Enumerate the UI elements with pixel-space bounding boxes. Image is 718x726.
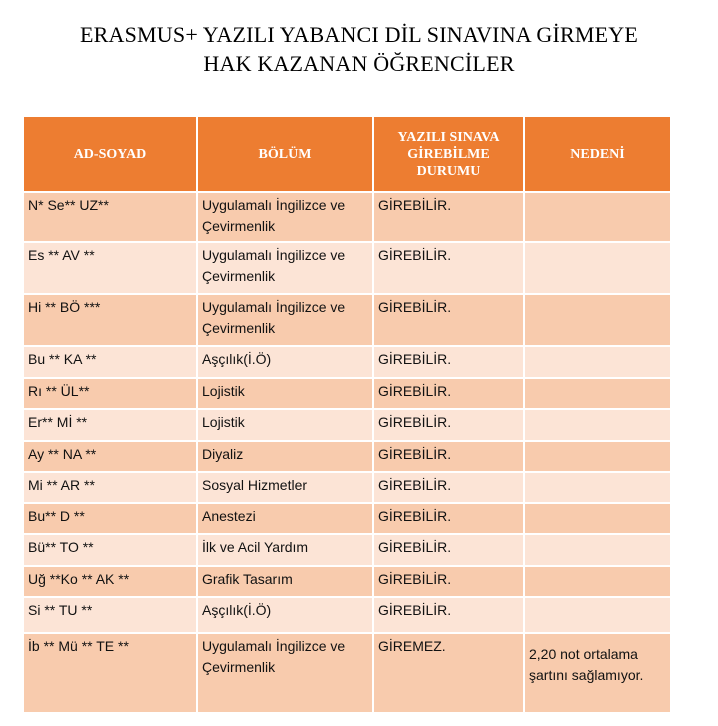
header-reason: NEDENİ — [524, 116, 671, 192]
cell-reason — [524, 294, 671, 346]
students-table — [22, 115, 672, 714]
table-row — [23, 242, 671, 294]
cell-reason — [524, 534, 671, 566]
table-row — [23, 346, 671, 378]
cell-status: GİREBİLİR. — [373, 192, 524, 242]
cell-status: GİREBİLİR. — [373, 534, 524, 566]
table-row — [23, 441, 671, 472]
cell-reason — [524, 503, 671, 534]
cell-name: Bü** TO ** — [23, 534, 197, 566]
header-department: BÖLÜM — [197, 116, 373, 192]
cell-dept: Uygulamalı İngilizce ve Çevirmenlik — [197, 633, 373, 713]
cell-status: GİREBİLİR. — [373, 566, 524, 597]
title-line-1: ERASMUS+ YAZILI YABANCI DİL SINAVINA GİRMEYE — [80, 22, 638, 47]
table-row — [23, 503, 671, 534]
cell-name: Uğ **Ko ** AK ** — [23, 566, 197, 597]
cell-reason — [524, 566, 671, 597]
cell-dept: Uygulamalı İngilizce ve Çevirmenlik — [197, 294, 373, 346]
cell-status: GİREBİLİR. — [373, 597, 524, 633]
cell-name: Rı ** ÜL** — [23, 378, 197, 409]
cell-status: GİREMEZ. — [373, 633, 524, 713]
cell-reason — [524, 409, 671, 441]
cell-reason — [524, 597, 671, 633]
cell-status: GİREBİLİR. — [373, 242, 524, 294]
header-status: YAZILI SINAVA GİREBİLME DURUMU — [373, 116, 524, 192]
cell-dept: Diyaliz — [197, 441, 373, 472]
table-row — [23, 633, 671, 713]
title-line-2: HAK KAZANAN ÖĞRENCİLER — [203, 51, 515, 76]
cell-status: GİREBİLİR. — [373, 346, 524, 378]
page-title — [0, 20, 718, 78]
cell-dept: Sosyal Hizmetler — [197, 472, 373, 503]
table-row — [23, 294, 671, 346]
cell-name: Er** Mİ ** — [23, 409, 197, 441]
cell-dept: Lojistik — [197, 409, 373, 441]
cell-reason — [524, 472, 671, 503]
table-row — [23, 534, 671, 566]
cell-name: Bu ** KA ** — [23, 346, 197, 378]
cell-status: GİREBİLİR. — [373, 503, 524, 534]
cell-name: Si ** TU ** — [23, 597, 197, 633]
cell-dept: Uygulamalı İngilizce ve Çevirmenlik — [197, 242, 373, 294]
cell-status: GİREBİLİR. — [373, 472, 524, 503]
cell-dept: Uygulamalı İngilizce ve Çevirmenlik — [197, 192, 373, 242]
cell-name: N* Se** UZ** — [23, 192, 197, 242]
cell-status: GİREBİLİR. — [373, 378, 524, 409]
cell-reason — [524, 346, 671, 378]
cell-status: GİREBİLİR. — [373, 294, 524, 346]
cell-reason: 2,20 not ortalama şartını sağlamıyor. — [524, 633, 671, 713]
table-row — [23, 472, 671, 503]
cell-dept: İlk ve Acil Yardım — [197, 534, 373, 566]
cell-reason — [524, 378, 671, 409]
cell-dept: Grafik Tasarım — [197, 566, 373, 597]
cell-name: Bu** D ** — [23, 503, 197, 534]
cell-name: Ay ** NA ** — [23, 441, 197, 472]
cell-reason — [524, 441, 671, 472]
table-row — [23, 597, 671, 633]
header-name: AD-SOYAD — [23, 116, 197, 192]
cell-name: İb ** Mü ** TE ** — [23, 633, 197, 713]
cell-reason — [524, 242, 671, 294]
cell-name: Hi ** BÖ *** — [23, 294, 197, 346]
table-row — [23, 409, 671, 441]
table-row — [23, 192, 671, 242]
cell-reason — [524, 192, 671, 242]
cell-dept: Lojistik — [197, 378, 373, 409]
cell-status: GİREBİLİR. — [373, 441, 524, 472]
cell-dept: Aşçılık(İ.Ö) — [197, 597, 373, 633]
cell-dept: Aşçılık(İ.Ö) — [197, 346, 373, 378]
cell-name: Es ** AV ** — [23, 242, 197, 294]
table-row — [23, 566, 671, 597]
cell-status: GİREBİLİR. — [373, 409, 524, 441]
cell-dept: Anestezi — [197, 503, 373, 534]
cell-name: Mi ** AR ** — [23, 472, 197, 503]
table-row — [23, 378, 671, 409]
